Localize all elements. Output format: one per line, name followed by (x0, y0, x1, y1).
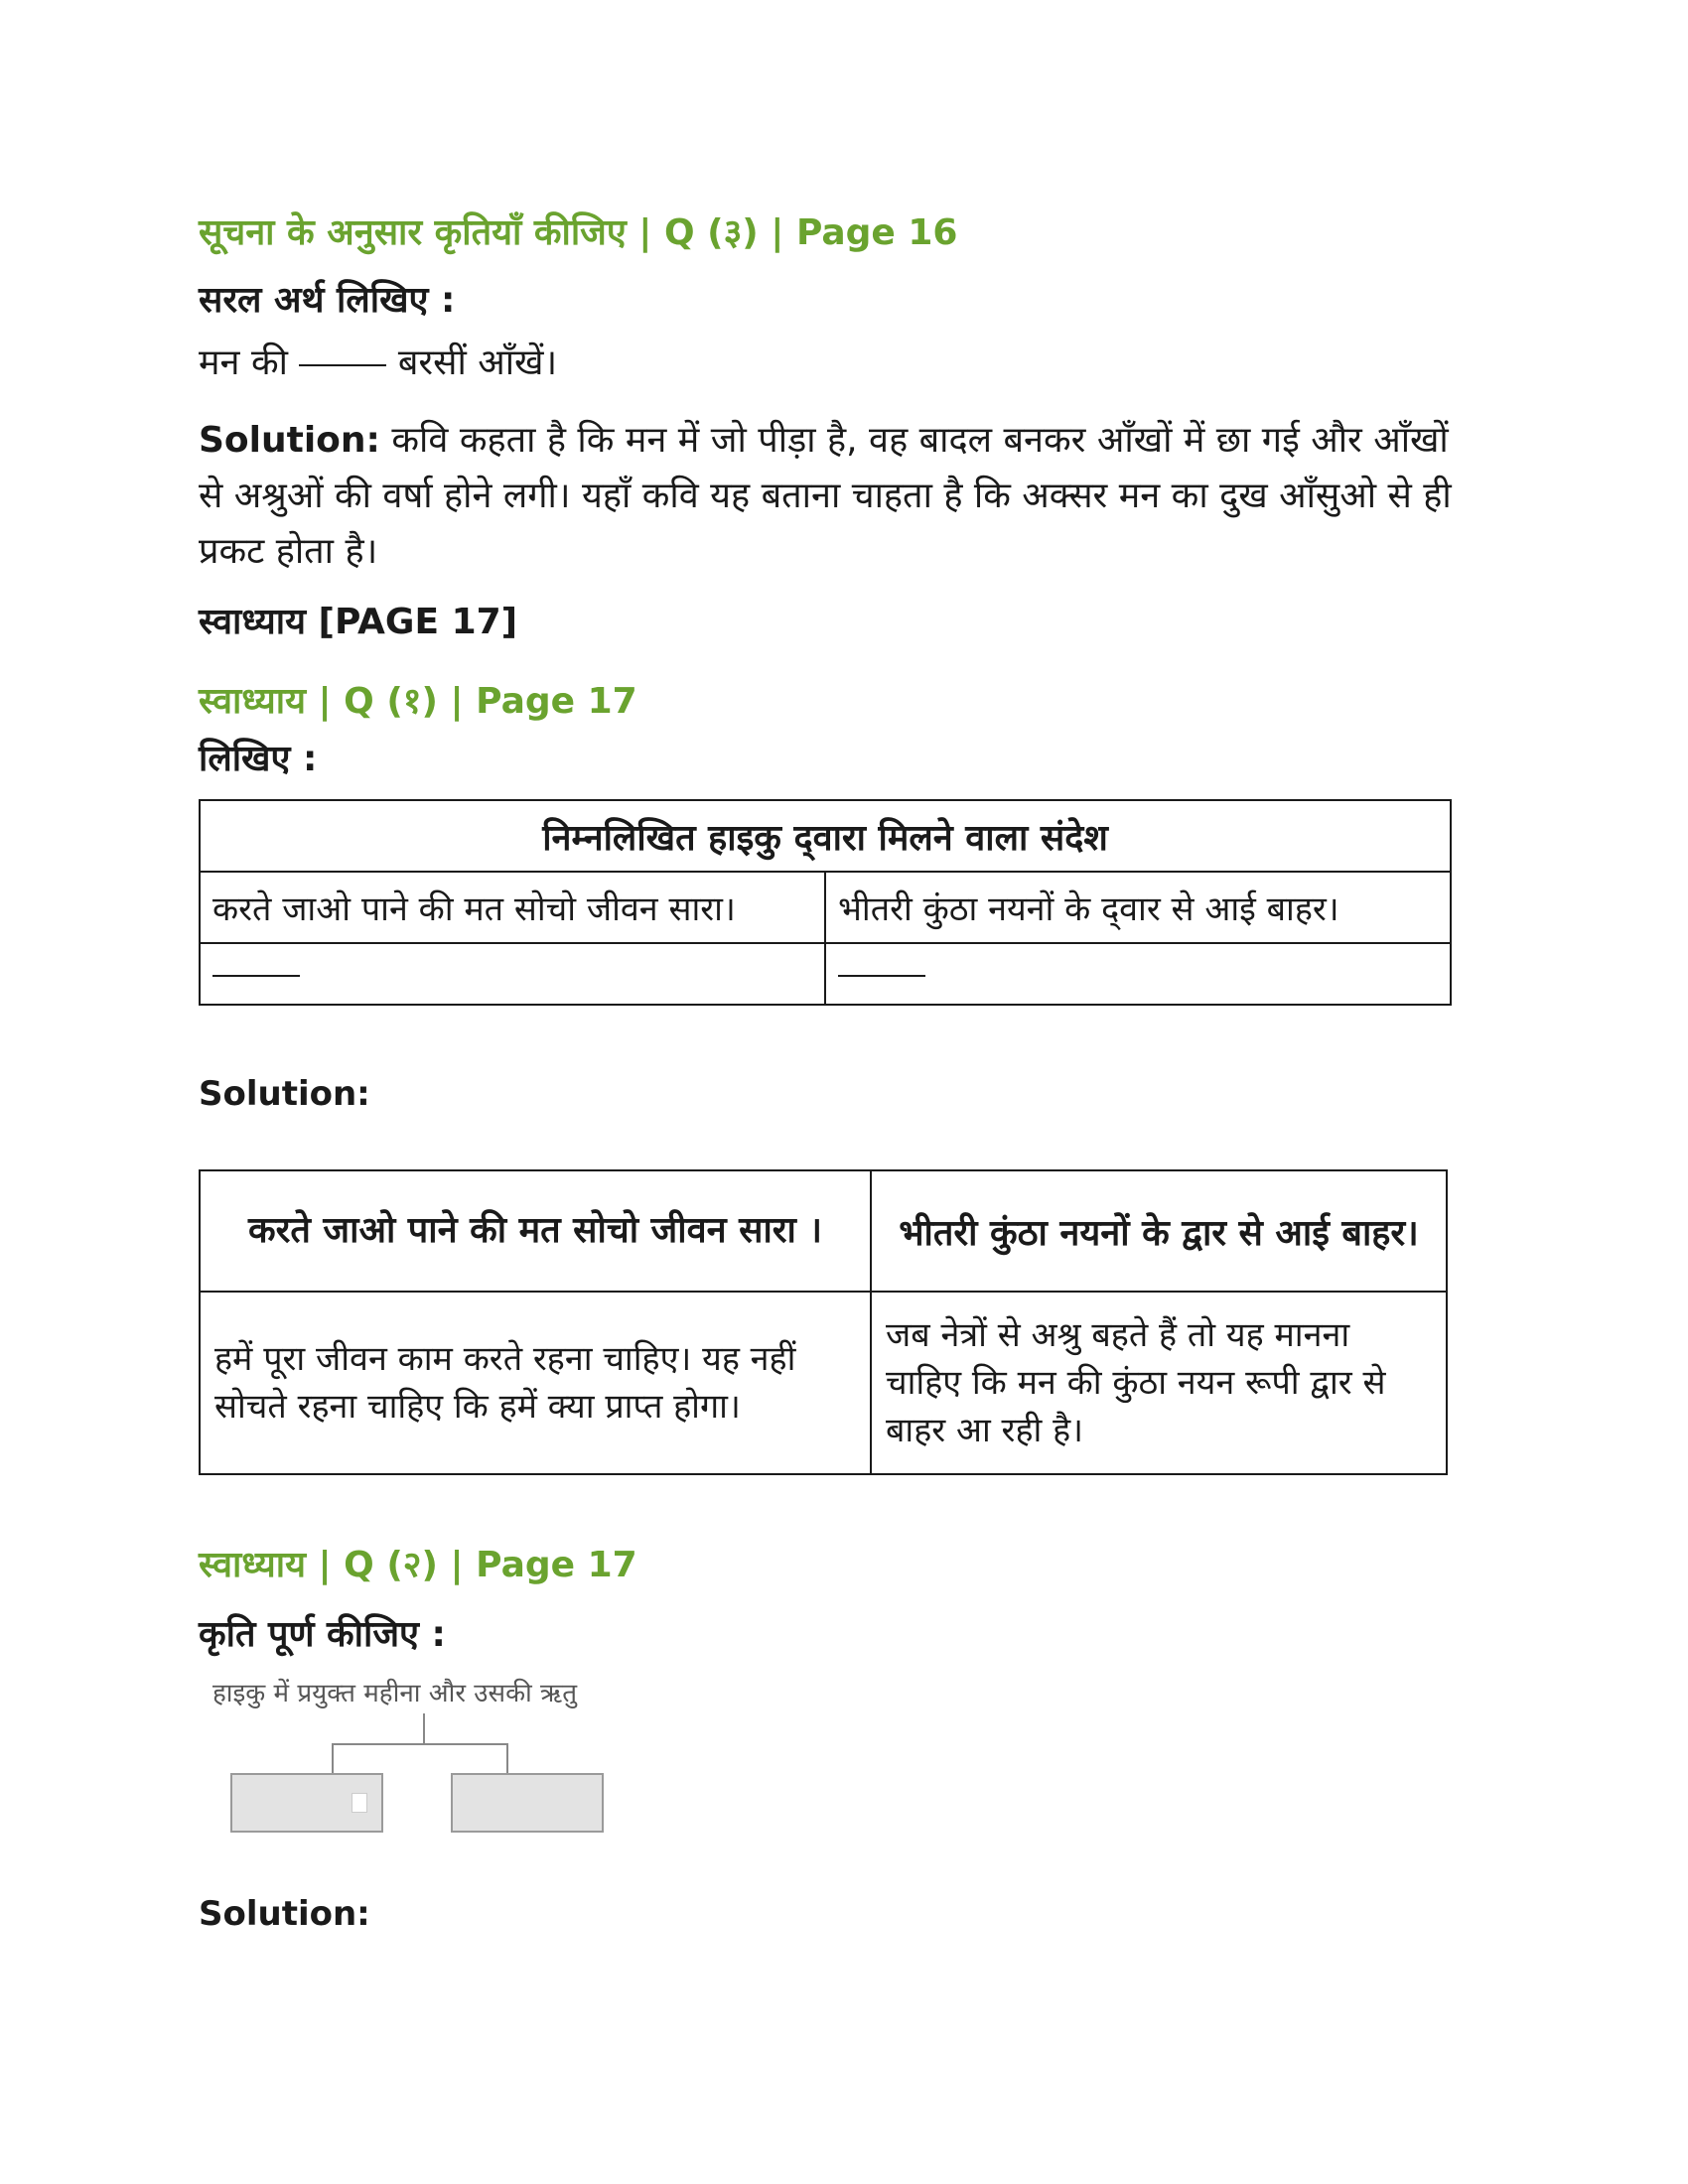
diagram-label: हाइकु में प्रयुक्त महीना और उसकी ऋतु (212, 1679, 578, 1708)
blank-line (838, 974, 925, 977)
diagram-connector-bar (332, 1743, 508, 1745)
section2-task: लिखिए : (199, 739, 318, 779)
solution-table-header-2: भीतरी कुंठा नयनों के द्वार से आई बाहर। (871, 1170, 1447, 1292)
answer-cell-1 (200, 943, 825, 1005)
haiku-cell-2: भीतरी कुंठा नयनों के द्‌वार से आई बाहर। (825, 872, 1451, 943)
section2-heading: स्वाध्याय | Q (१) | Page 17 (199, 681, 637, 722)
section3-task: कृति पूर्ण कीजिए : (199, 1614, 446, 1655)
fill-line-end: बरसीं आँखें। (397, 342, 558, 383)
blank-line (212, 974, 300, 977)
diagram-connector-stem (423, 1713, 425, 1743)
diagram-box-month (230, 1773, 383, 1833)
solution-text: कवि कहता है कि मन में जो पीड़ा है, वह बादल बनकर आँखों में छा गई और आँखों से अश्रुओं की वर्षा होने लगी। यहाँ कवि यह बताना चाहता है कि अक्सर मन का दुख आँसुओ से ही प्रकट होता है। (199, 420, 1452, 572)
section3-heading: स्वाध्याय | Q (२) | Page 17 (199, 1545, 637, 1585)
question-table (199, 799, 1452, 1006)
diagram-connector-right (506, 1743, 508, 1773)
cursor-marker (352, 1793, 367, 1813)
solution-table (199, 1169, 1448, 1475)
section1-solution (199, 413, 1479, 580)
solution-label: Solution: (199, 420, 380, 461)
haiku-cell-1: करते जाओ पाने की मत सोचो जीवन सारा। (200, 872, 825, 943)
fill-line-start: मन की (199, 342, 288, 383)
diagram-connector-left (332, 1743, 334, 1773)
fill-line (199, 336, 557, 391)
solution-answer-1: हमें पूरा जीवन काम करते रहना चाहिए। यह नहीं सोचते रहना चाहिए कि हमें क्या प्राप्त होगा। (200, 1292, 871, 1474)
section-title: स्वाध्याय [PAGE 17] (199, 602, 518, 642)
section3-solution-label: Solution: (199, 1894, 370, 1934)
diagram-box-season (451, 1773, 604, 1833)
blank-line (299, 363, 386, 366)
answer-cell-2 (825, 943, 1451, 1005)
question-table-header: निम्नलिखित हाइकु द्‌वारा मिलने वाला संदेश (200, 800, 1451, 872)
diagram (199, 1668, 635, 1866)
section2-solution-label: Solution: (199, 1074, 370, 1114)
solution-answer-2: जब नेत्रों से अश्रु बहते हैं तो यह मानना चाहिए कि मन की कुंठा नयन रूपी द्वार से बाहर आ रही है। (871, 1292, 1447, 1474)
section1-heading: सूचना के अनुसार कृतियाँ कीजिए | Q (३) | Page 16 (199, 212, 958, 253)
solution-table-header-1: करते जाओ पाने की मत सोचो जीवन सारा । (200, 1170, 871, 1292)
section1-task: सरल अर्थ लिखिए : (199, 280, 456, 321)
